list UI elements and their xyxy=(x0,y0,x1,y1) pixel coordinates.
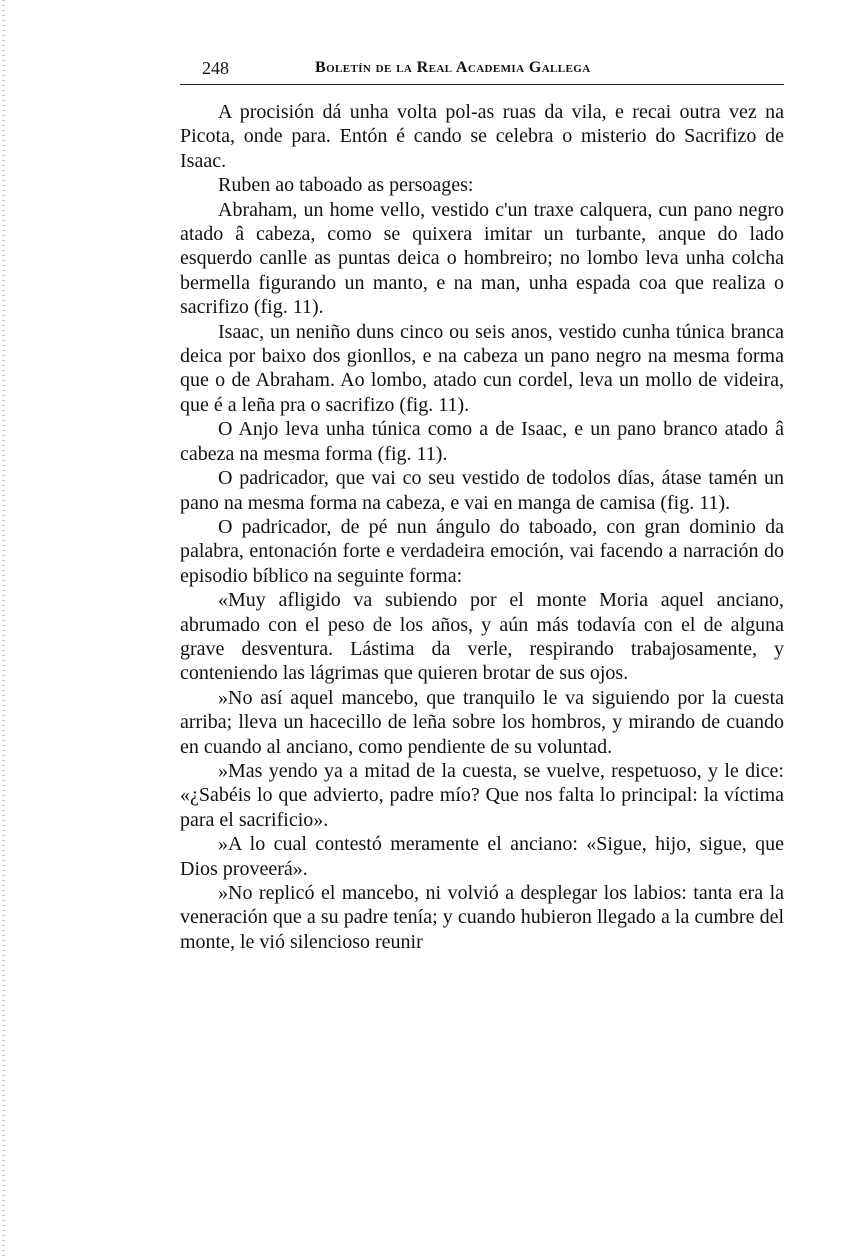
paragraph-quote-4: »A lo cual contestó meramente el anciano: «Sigue, hijo, sigue, que Dios proveerá». xyxy=(180,833,784,880)
paragraph-angel: O Anjo leva unha túnica como a de Isaac, e un pano branco atado â cabeza na mesma forma (fig. 11). xyxy=(180,418,784,465)
journal-title: Boletín de la Real Academia Gallega xyxy=(315,59,591,76)
document-page xyxy=(180,56,786,953)
paragraph-quote-1: «Muy afligido va subiendo por el monte Moria aquel anciano, abrumado con el peso de los años, y aún más todavía con el de alguna grave desventura. Lástima da verle, respirando trabajosamente, y conteniendo las lágrimas que quieren brotar de sus ojos. xyxy=(180,589,784,685)
paragraph-preacher-narration: O padricador, de pé nun ángulo do taboado, con gran dominio da palabra, entonación forte e verdadeira emoción, vai facendo a narración do episodio bíblico na seguinte forma: xyxy=(180,515,784,587)
running-header xyxy=(180,56,786,82)
paragraph-quote-5: »No replicó el mancebo, ni volvió a desplegar los labios: tanta era la veneración que a su padre tenía; y cuando hubieron llegado a la cumbre del monte, le vió silencioso reunir xyxy=(180,882,784,953)
scan-margin-artifact xyxy=(2,0,5,1257)
paragraph-quote-3: »Mas yendo ya a mitad de la cuesta, se vuelve, respetuoso, y le dice: «¿Sabéis lo que advierto, padre mío? Que nos falta lo principal: la víctima para el sacrificio». xyxy=(180,759,784,831)
paragraph-quote-2: »No así aquel mancebo, que tranquilo le va siguiendo por la cuesta arriba; lleva un hacecillo de leña sobre los hombros, y mirando de cuando en cuando al anciano, como pendiente de su voluntad. xyxy=(180,686,784,758)
paragraph-characters-intro: Ruben ao taboado as persoages: xyxy=(218,174,474,197)
page-number: 248 xyxy=(202,58,229,78)
paragraph-abraham: Abraham, un home vello, vestido c'un traxe calquera, cun pano negro atado â cabeza, como se quixera imitar un turbante, anque do lado esquerdo canlle as puntas deica o hombreiro; no lombo leva unha colcha bermella figurando un manto, e na man, unha espada coa que realiza o sacrifizo (fig. 11). xyxy=(180,198,784,319)
paragraph-preacher-dress: O padricador, que vai co seu vestido de todolos días, átase tamén un pano na mesma forma na cabeza, e vai en manga de camisa (fig. 11). xyxy=(180,467,784,514)
paragraph-isaac: Isaac, un neniño duns cinco ou seis anos, vestido cunha túnica branca deica por baixo dos gionllos, e na cabeza un pano negro na mesma forma que o de Abraham. Ao lombo, atado cun cordel, leva un mollo de videira, que é a leña pra o sacrifizo (fig. 11). xyxy=(180,320,784,416)
paragraph-procession: A procisión dá unha volta pol-as ruas da vila, e recai outra vez na Picota, onde para. Entón é cando se celebra o misterio do Sacrifizo de Isaac. xyxy=(180,101,784,172)
body-text xyxy=(180,100,784,954)
header-rule xyxy=(180,84,784,85)
